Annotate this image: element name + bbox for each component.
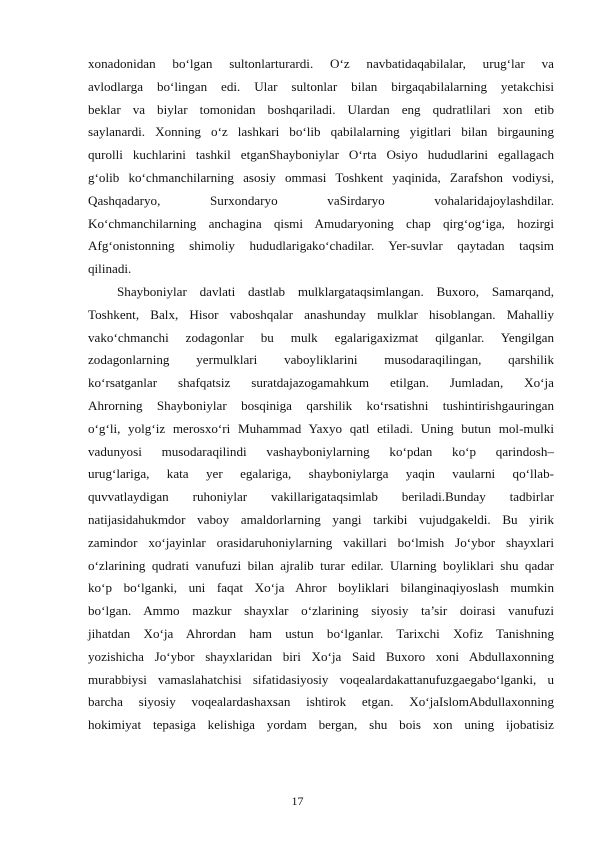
text-line: avlodlarga bo‘lingan edi. Ular sultonlar bilan birgaqabilalarning yetakchisi <box>88 78 554 94</box>
text-line: qurolli kuchlarini tashkil etganShayboniylar O‘rta Osiyo hududlarini egallagach <box>88 147 554 163</box>
page-number: 17 <box>291 794 304 808</box>
text-line: hokimiyat tepasiga kelishiga yordam bergan, shu bois xon uning ijobatisiz <box>88 717 554 733</box>
text-line: yozishicha Jo‘ybor shayxlaridan biri Xo‘ja Said Buxoro xoni Abdullaxonning <box>88 648 554 664</box>
text-line: o‘zlarining qudrati vanufuzi bilan ajralib turar edilar. Ularning boyliklari shu qadar <box>88 557 554 573</box>
text-line: quvvatlaydigan ruhoniylar vakillarigataqsimlab beriladi.Bunday tadbirlar <box>88 489 554 505</box>
text-line: vako‘chmanchi zodagonlar bu mulk egalarigaxizmat qilganlar. Yengilgan <box>88 329 554 345</box>
text-line: g‘olib ko‘chmanchilarning asosiy ommasi Toshkent yaqinida, Zarafshon vodiysi, <box>88 169 554 185</box>
text-line: beklar va biylar tomonidan boshqariladi. Ulardan eng qudratlilari xon etib <box>88 101 554 117</box>
text-line: Ko‘chmanchilarning anchagina qismi Amudaryoning chap qirg‘og‘iga, hozirgi <box>88 215 554 231</box>
text-line: barcha siyosiy voqealardashaxsan ishtirok etgan. Xo‘jaIslomAbdullaxonning <box>88 694 554 710</box>
text-line: ko‘p bo‘lganki, uni faqat Xo‘ja Ahror boyliklari bilanginaqiyoslash mumkin <box>88 580 554 596</box>
text-line: Ahrorning Shayboniylar bosqiniga qarshilik ko‘rsatishni tushintirishgauringan <box>88 397 554 413</box>
text-line: Shayboniylar davlati dastlab mulklargataqsimlangan. Buxoro, Samarqand, <box>117 283 554 299</box>
text-line: jihatdan Xo‘ja Ahrordan ham ustun bo‘lganlar. Tarixchi Xofiz Tanishning <box>88 625 554 641</box>
text-line: vadunyosi musodaraqilindi vashayboniylarning ko‘pdan ko‘p qarindosh– <box>88 443 554 459</box>
text-line: murabbiysi vamaslahatchisi sifatidasiyosiy voqealardakattanufuzgaegabo‘lganki, u <box>88 671 554 687</box>
text-line: xonadonidan bo‘lgan sultonlarturardi. O‘z navbatidaqabilalar, urug‘lar va <box>88 56 554 71</box>
text-line: qilinadi. <box>88 261 132 277</box>
text-line: Toshkent, Balx, Hisor vaboshqalar anashunday mulklar hisoblangan. Mahalliy <box>88 306 554 322</box>
text-line: zodagonlarning yermulklari vaboyliklarini musodaraqilingan, qarshilik <box>88 352 554 368</box>
text-line: Qashqadaryo, Surxondaryo vaSirdaryo vohalaridajoylashdilar. <box>88 192 554 208</box>
body-text <box>88 53 554 737</box>
text-line: Afg‘onistonning shimoliy hududlarigako‘chadilar. Yer-suvlar qaytadan taqsim <box>88 238 554 254</box>
text-line: urug‘lariga, kata yer egalariga, shayboniylarga yaqin vaularni qo‘llab- <box>88 466 554 482</box>
text-line: o‘g‘li, yolg‘iz merosxo‘ri Muhammad Yaxyo qatl etiladi. Uning butun mol-mulki <box>88 420 554 436</box>
text-line: saylanardi. Xonning o‘z lashkari bo‘lib qabilalarning yigitlari bilan birgauning <box>88 124 554 140</box>
text-line: ko‘rsatganlar shafqatsiz suratdajazogamahkum etilgan. Jumladan, Xo‘ja <box>88 375 554 391</box>
text-line: zamindor xo‘jayinlar orasidaruhoniylarning vakillari bo‘lmish Jo‘ybor shayxlari <box>88 534 554 550</box>
text-line: bo‘lgan. Ammo mazkur shayxlar o‘zlarining siyosiy ta’sir doirasi vanufuzi <box>88 603 554 619</box>
text-line: natijasidahukmdor vaboy amaldorlarning yangi tarkibi vujudgakeldi. Bu yirik <box>88 511 554 527</box>
